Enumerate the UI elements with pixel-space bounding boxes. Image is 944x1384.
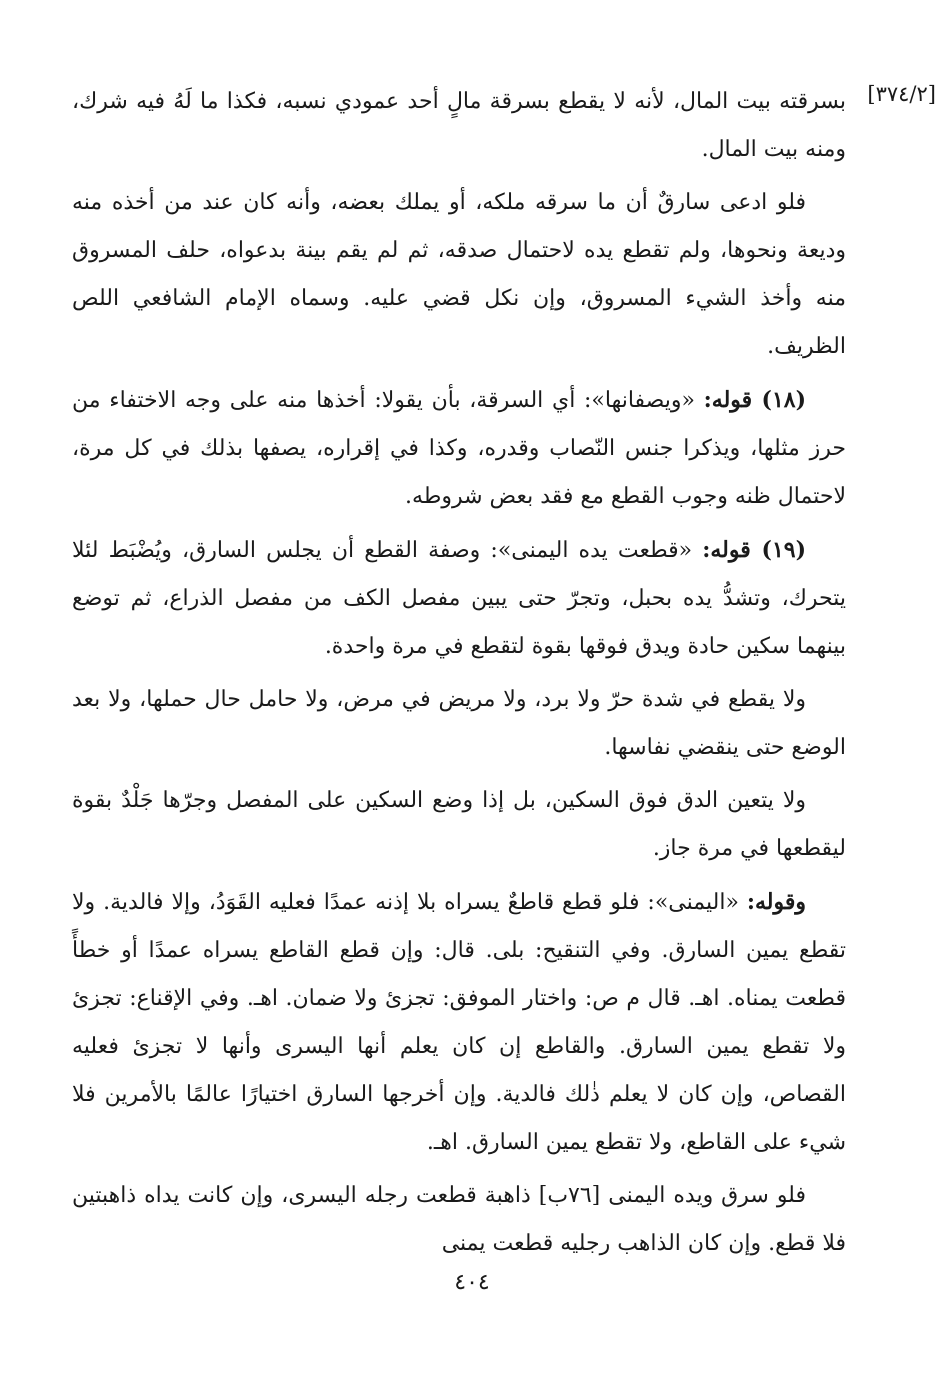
paragraph-3: [72, 376, 846, 521]
note-19-label: (١٩) قوله:: [702, 537, 806, 563]
page-number: ٤٠٤: [454, 1270, 490, 1295]
paragraph-2-text: فلو ادعى سارقٌ أن ما سرقه ملكه، أو يملك بعضه، وأنه كان عند من أخذه منه وديعة ونحوها، ولم تقطع يده لاحتمال صدقه، ثم لم يقم بينة بدعواه، حلف المسروق منه وأخذ الشيء المسروق، وإن نكل قضي عليه. وسماه الإمام الشافعي اللص الظريف.: [72, 190, 846, 359]
paragraph-4-text: «قطعت يده اليمنى»: وصفة القطع أن يجلس السارق، ويُضْبَط لئلا يتحرك، وتشدُّ يده بحبل، وتجرّ حتى يبين مفصل الكف من مفصل الذراع، ثم توضع بينهما سكين حادة ويدق فوقها بقوة لتقطع في مرة واحدة.: [72, 538, 846, 659]
paragraph-5: [72, 676, 846, 772]
paragraph-1: [72, 78, 846, 174]
paragraph-2: [72, 179, 846, 371]
paragraph-3-text: «ويصفانها»: أي السرقة، بأن يقولا: أخذها منه على وجه الاختفاء من حرز مثلها، ويذكرا جنس النّصاب وقدره، وكذا في إقراره، يصفها بذلك في كل مرة، لاحتمال ظنه وجوب القطع مع فقد بعض شروطه.: [72, 388, 846, 509]
margin-reference: [٣٧٤/٢]: [867, 82, 936, 106]
paragraph-6-text: ولا يتعين الدق فوق السكين، بل إذا وضع السكين على المفصل وجرّها جَلْدٌ بقوة ليقطعها في مرة جاز.: [72, 788, 846, 861]
note-18-label: (١٨) قوله:: [703, 387, 806, 413]
paragraph-7: [72, 878, 846, 1167]
paragraph-8: [72, 1172, 846, 1268]
paragraph-1-text: بسرقته بيت المال، لأنه لا يقطع بسرقة مالٍ أحد عمودي نسبه، فكذا ما لَهُ فيه شرك، ومنه بيت المال.: [72, 89, 846, 162]
paragraph-8-text: فلو سرق ويده اليمنى [٧٦ب] ذاهبة قطعت رجله اليسرى، وإن كانت يداه ذاهبتين فلا قطع. وإن كان الذاهب رجليه قطعت يمنى: [72, 1183, 846, 1256]
qawluhu-label: وقوله:: [746, 889, 806, 915]
page-body: [72, 78, 846, 1273]
paragraph-5-text: ولا يقطع في شدة حرّ ولا برد، ولا مريض في مرض، ولا حامل حال حملها، ولا بعد الوضع حتى ينقضي نفاسها.: [72, 687, 846, 760]
paragraph-4: [72, 526, 846, 671]
paragraph-6: [72, 777, 846, 873]
paragraph-7-text: «اليمنى»: فلو قطع قاطعٌ يسراه بلا إذنه عمدًا فعليه القَوَدُ، وإلا فالدية. ولا تقطع يمين السارق. وفي التنقيح: بلى. قال: وإن قطع القاطع يسراه عمدًا أو خطأً قطعت يمناه. اهـ. قال م ص: واختار الموفق: تجزئ ولا ضمان. اهـ. وفي الإقناع: تجزئ ولا تقطع يمين السارق. والقاطع إن كان يعلم أنها اليسرى وأنها لا تجزئ فعليه القصاص، وإن كان لا يعلم ذٰلك فالدية. وإن أخرجها السارق اختيارًا عالمًا بالأمرين فلا شيء على القاطع، ولا تقطع يمين السارق. اهـ.: [72, 890, 846, 1155]
